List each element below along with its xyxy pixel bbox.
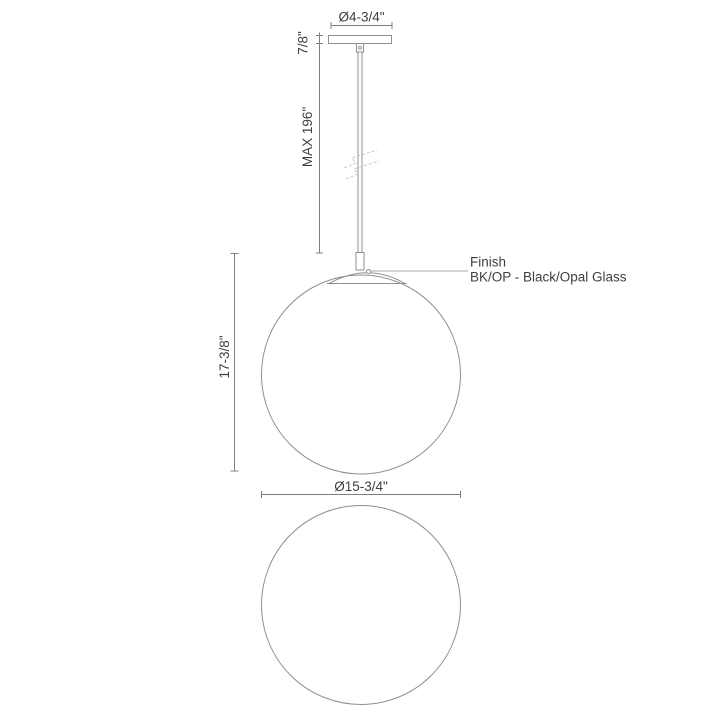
dim-label-shade-diameter: Ø15-3/4" bbox=[334, 479, 388, 494]
globe-outline bbox=[262, 275, 461, 474]
fitter-screw bbox=[367, 270, 371, 274]
dim-vertical-left bbox=[296, 31, 324, 253]
dim-canopy-diameter bbox=[331, 10, 392, 30]
dim-shade-diameter bbox=[262, 479, 461, 498]
dim-label-fixture-height: 17-3/8" bbox=[217, 335, 232, 379]
canopy-outline bbox=[329, 36, 392, 44]
finish-label: Finish bbox=[470, 254, 507, 270]
globe-bottom-outline bbox=[262, 506, 461, 705]
fitter-dome bbox=[329, 273, 405, 284]
dim-label-canopy-height: 7/8" bbox=[295, 31, 311, 55]
top-assembly-view bbox=[296, 10, 393, 254]
socket-stem bbox=[356, 253, 364, 271]
globe-bottom-view bbox=[262, 479, 461, 705]
finish-value: BK/OP - Black/Opal Glass bbox=[470, 269, 627, 285]
cord-grip bbox=[357, 44, 364, 53]
globe-front-view bbox=[217, 253, 627, 475]
break-mark-upper bbox=[344, 150, 377, 168]
dim-fixture-height bbox=[217, 254, 239, 472]
dim-label-canopy-diameter: Ø4-3/4" bbox=[338, 9, 385, 25]
dim-label-max-suspension: MAX 196" bbox=[300, 106, 315, 168]
finish-note bbox=[470, 255, 627, 285]
